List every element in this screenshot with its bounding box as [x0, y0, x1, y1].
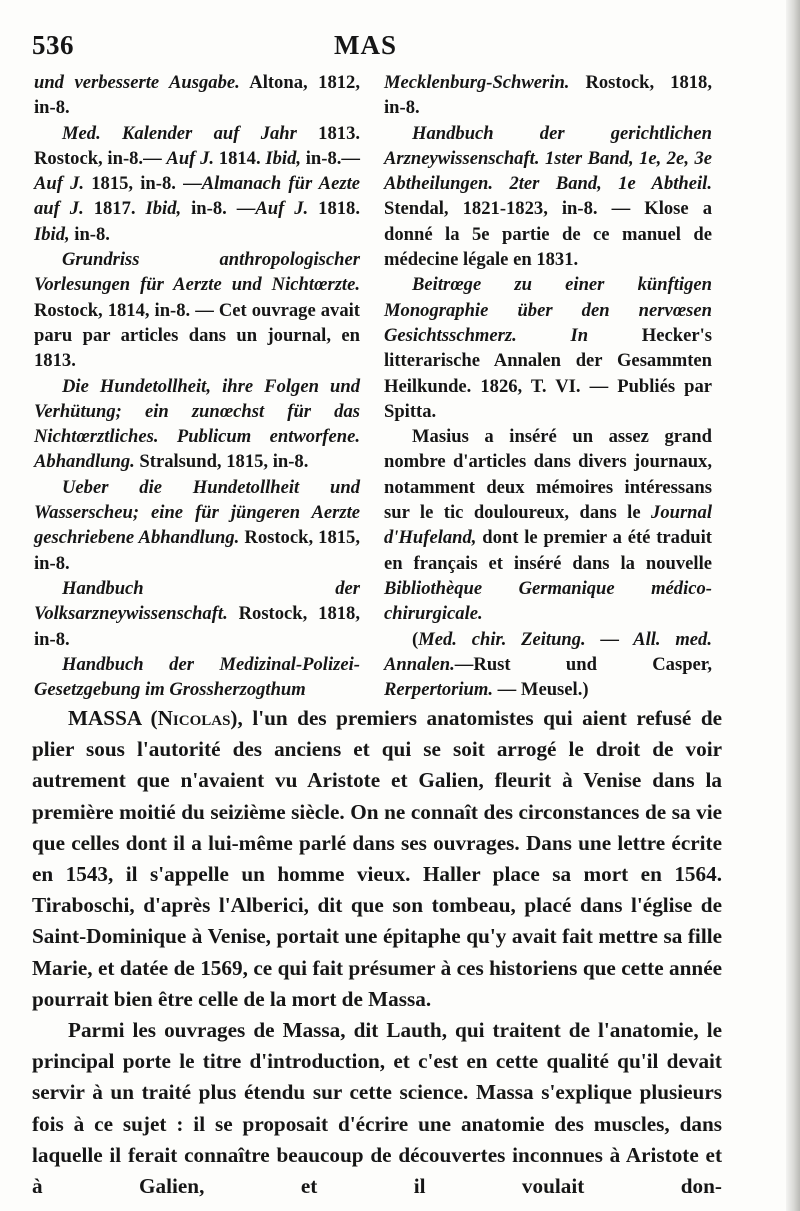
bibliography-entry: Die Hundetollheit, ihre Folgen und Verhütung; ein zunœchst für das Nichtœrztliches. Publicum entworfene. Abhandlung. Stralsund, 1815, in-8. — [34, 375, 360, 473]
headword: MASSA — [68, 706, 141, 730]
note-paragraph: Masius a inséré un assez grand nombre d'articles dans divers journaux, notamment deux mémoires intéressans sur le tic douloureux, dans le Journal d'Hufeland, dont le premier a été traduit en français et inséré dans la nouvelle Bibliothèque Germanique médico-chirurgicale. — [384, 426, 712, 625]
bibliography-entry: Handbuch der gerichtlichen Arzneywissenschaft. 1ster Band, 1e, 2e, 3e Abtheilungen. 2ter Band, 1e Abtheil. Stendal, 1821-1823, in-8. — Klose a donné la 5e partie de ce manuel de médecine légale en 1831. — [384, 122, 712, 271]
bibliography-entry: Handbuch der Volksarzneywissenschaft. Rostock, 1818, in-8. — [34, 577, 360, 650]
page-edge-shadow — [786, 0, 800, 1211]
article-body — [32, 703, 722, 1202]
headword-forename: (Nicolas) — [150, 706, 238, 730]
page-header — [0, 30, 800, 64]
bibliography-entry: Mecklenburg-Schwerin. Rostock, 1818, in-8. — [384, 72, 712, 119]
left-column — [34, 70, 360, 702]
bibliography-entry: Handbuch der Medizinal-Polizei-Gesetzgebung im Grossherzogthum — [34, 653, 360, 701]
section-divider — [300, 676, 500, 677]
bibliography-entry: Med. Kalender auf Jahr 1813. Rostock, in-8.— Auf J. 1814. Ibid, in-8.— Auf J. 1815, in-8. —Almanach für Aezte auf J. 1817. Ibid, in-8. —Auf J. 1818. Ibid, in-8. — [34, 122, 361, 245]
right-column — [384, 70, 712, 702]
article-paragraph: Parmi les ouvrages de Massa, dit Lauth, qui traitent de l'anatomie, le principal porte le titre d'introduction, et c'est en cette qualité qu'il devait servir à un traité plus étendu sur cette science. Massa s'explique plusieurs fois à ce sujet : il se proposait d'écrire une anatomie des muscles, dans laquelle il ferait connaître beaucoup de découvertes inconnues à Aristote et à Galien, et il voulait don- — [32, 1018, 722, 1199]
running-head: MAS — [334, 30, 397, 60]
article-paragraph: MASSA (Nicolas), l'un des premiers anatomistes qui aient refusé de plier sous l'autorité des anciens et qui se soit arrogé le droit de voir autrement que n'avaient vu Aristote et Galien, fleurit à Venise dans la première moitié du seizième siècle. On ne connaît des circonstances de sa vie que celles dont il a lui-même parlé dans ses ouvrages. Dans une lettre écrite en 1543, il s'appelle un homme vieux. Haller place sa mort en 1564. Tiraboschi, d'après l'Alberici, dit que son tombeau, placé dans l'église de Saint-Dominique à Venise, portait une épitaphe qu'y avait fait mettre sa fille Marie, et datée de 1569, ce qui fait présumer à ces historiens que cette année pourrait bien être celle de la mort de Massa. — [32, 706, 723, 1011]
bibliography-entry: und verbesserte Ausgabe. Altona, 1812, in-8. — [34, 72, 360, 119]
bibliography-entry: Ueber die Hundetollheit und Wasserscheu; eine für jüngeren Aerzte geschriebene Abhandlung. Rostock, 1815, in-8. — [34, 476, 360, 574]
bibliography-entry: Grundriss anthropologischer Vorlesungen für Aerzte und Nichtœrzte. Rostock, 1814, in-8. — Cet ouvrage avait paru par articles dans un journal, en 1813. — [34, 249, 360, 372]
bibliography-entry: Beitrœge zu einer künftigen Monographie über den nervœsen Gesichtsschmerz. In Hecker's litterarische Annalen der Gesammten Heilkunde. 1826, T. VI. — Publiés par Spitta. — [384, 274, 712, 422]
sources-note: (Med. chir. Zeitung. — All. med. Annalen.—Rust und Casper, Rerpertorium. — Meusel.) — [384, 628, 712, 701]
page-number: 536 — [32, 30, 74, 60]
